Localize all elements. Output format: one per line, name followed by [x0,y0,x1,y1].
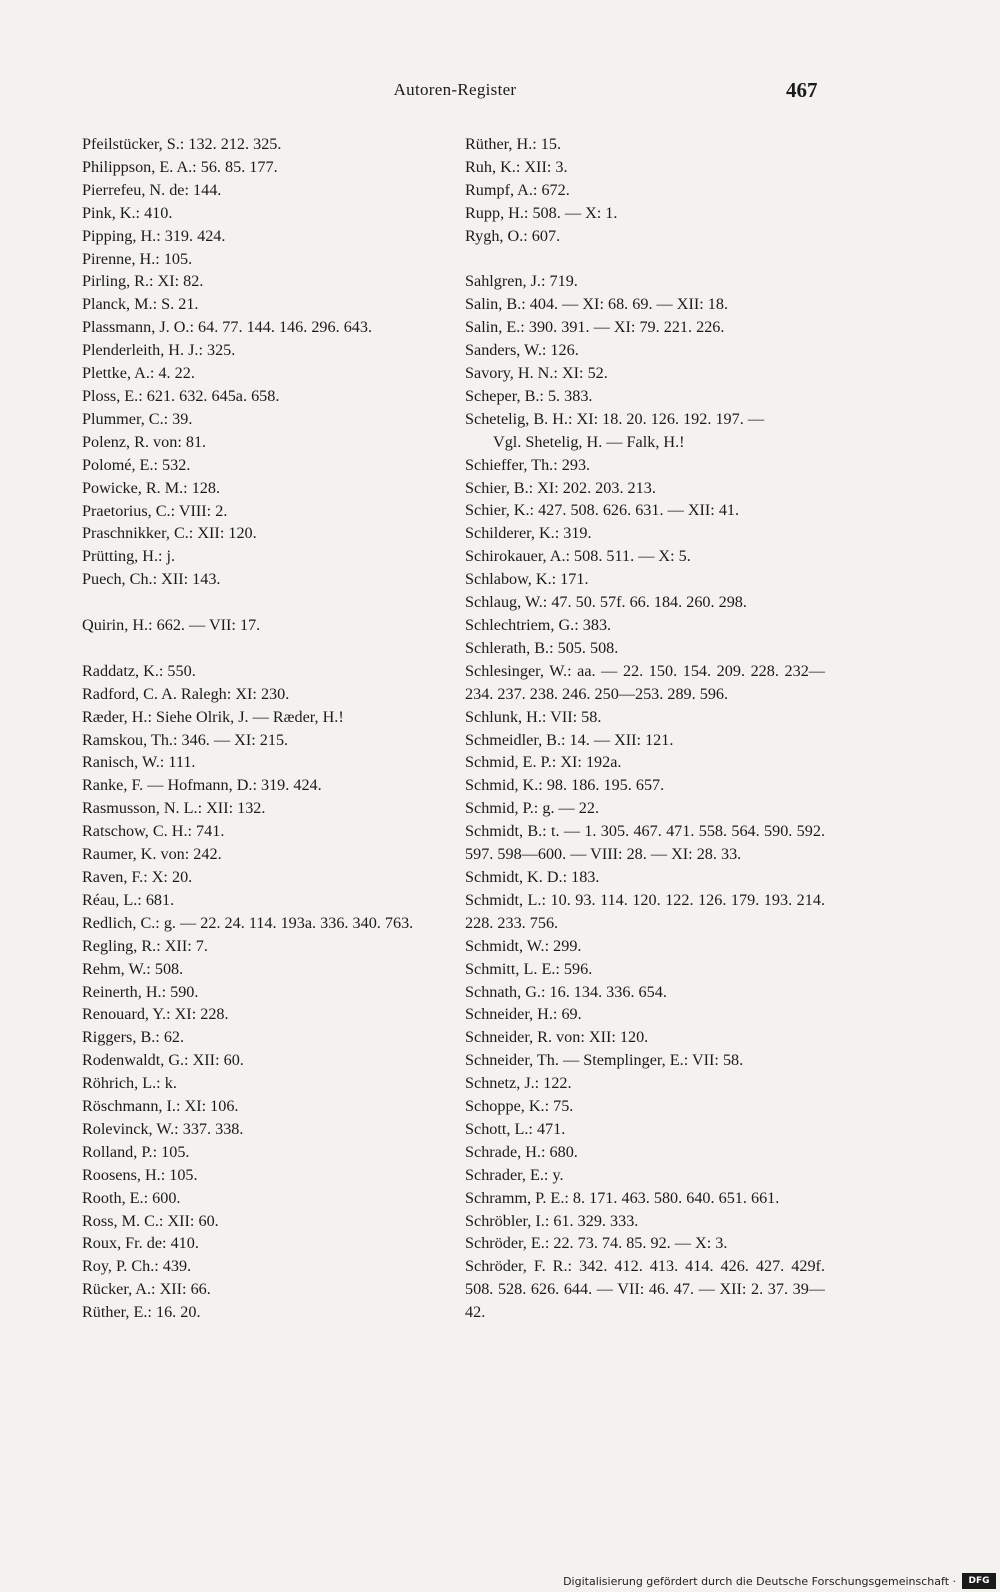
index-entry: Reinerth, H.: 590. [82,982,199,1001]
index-entry: Raumer, K. von: 242. [82,845,222,864]
index-entry: Schlerath, B.: 505. 508. [465,638,619,657]
index-entry: Roux, Fr. de: 410. [82,1234,199,1253]
index-entry: Rüther, H.: 15. [465,135,562,153]
index-entry: Schieffer, Th.: 293. [465,455,591,474]
index-entry: Ranke, F. — Hofmann, D.: 319. 424. [82,776,322,795]
index-entry: Réau, L.: 681. [82,890,175,909]
index-entry: Raven, F.: X: 20. [82,867,193,886]
index-entry: Rolevinck, W.: 337. 338. [82,1119,244,1138]
index-entry: Ratschow, C. H.: 741. [82,822,225,841]
index-entry: Rasmusson, N. L.: XII: 132. [82,799,266,818]
index-entry: Radford, C. A. Ralegh: XI: 230. [82,684,290,703]
index-entry: Ramskou, Th.: 346. — XI: 215. [82,730,289,749]
index-entry: Schmeidler, B.: 14. — XII: 121. [465,730,674,749]
index-entry: Renouard, Y.: XI: 228. [82,1005,229,1024]
index-entry: Rygh, O.: 607. [465,226,561,245]
index-entry: Rücker, A.: XII: 66. [82,1280,211,1299]
index-entry: Rumpf, A.: 672. [465,180,570,199]
index-entry: Schmid, P.: g. — 22. [465,799,600,818]
page-number: 467 [786,78,818,102]
index-entry: Schier, K.: 427. 508. 626. 631. — XII: 41. [465,501,740,520]
index-entry: Rehm, W.: 508. [82,959,184,978]
index-entry: Plassmann, J. O.: 64. 77. 144. 146. 296. 643. [82,318,373,337]
index-entry: Schnath, G.: 16. 134. 336. 654. [465,982,667,1001]
index-entry: Powicke, R. M.: 128. [82,478,221,497]
index-entry: Schmidt, K. D.: 183. [465,867,600,886]
index-entry: Schlaug, W.: 47. 50. 57f. 66. 184. 260. 298. [465,593,747,612]
index-entry: Röhrich, L.: k. [82,1074,177,1093]
index-entry: Schramm, P. E.: 8. 171. 463. 580. 640. 651. 661. [465,1188,780,1207]
index-entry: Riggers, B.: 62. [82,1028,185,1047]
index-entry: Schrader, E.: y. [465,1165,564,1184]
index-entry: Rolland, P.: 105. [82,1142,190,1161]
index-entry: Raddatz, K.: 550. [82,661,196,680]
index-entry: Schmidt, B.: t. — 1. 305. 467. 471. 558. 564. 590. 592. 597. 598—600. — VIII: 28. — XI: 28. 33. [465,822,825,864]
index-entry: Schneider, R. von: XII: 120. [465,1028,649,1047]
index-entry: Schrade, H.: 680. [465,1142,578,1161]
page-title: Autoren-Register [393,80,517,99]
index-entry: Pipping, H.: 319. 424. [82,226,226,245]
index-entry: Sahlgren, J.: 719. [465,272,578,291]
digitization-footer [563,1570,1000,1592]
index-entry: Schott, L.: 471. [465,1119,566,1138]
index-entry: Ranisch, W.: 111. [82,753,196,772]
index-entry: Ræder, H.: Siehe Olrik, J. — Ræder, H.! [82,707,344,726]
index-entry: Pink, K.: 410. [82,203,173,222]
index-entry: Schlechtriem, G.: 383. [465,616,612,635]
index-entry: Praetorius, C.: VIII: 2. [82,501,228,520]
index-entry: Polomé, E.: 532. [82,455,191,474]
index-entry: Roy, P. Ch.: 439. [82,1257,192,1276]
index-entry: Schlunk, H.: VII: 58. [465,707,602,726]
index-entry: Savory, H. N.: XI: 52. [465,364,608,383]
left-column [82,133,440,1324]
index-entry: Regling, R.: XII: 7. [82,936,208,955]
index-entry: Rüther, E.: 16. 20. [82,1303,201,1322]
index-entry: Scheper, B.: 5. 383. [465,386,593,405]
index-entry: Schoppe, K.: 75. [465,1097,574,1116]
index-entry: Schilderer, K.: 319. [465,524,592,543]
index-entry: Röschmann, I.: XI: 106. [82,1097,239,1116]
index-entry: Plummer, C.: 39. [82,409,193,428]
dfg-logo: DFG [962,1573,996,1589]
index-entry: Rooth, E.: 600. [82,1188,181,1207]
index-entry: Rupp, H.: 508. — X: 1. [465,203,618,222]
index-entry: Schmidt, W.: 299. [465,936,582,955]
section-gap [82,637,440,660]
index-entry: Pirenne, H.: 105. [82,249,193,268]
index-entry: Ross, M. C.: XII: 60. [82,1211,219,1230]
index-entry: Schmitt, L. E.: 596. [465,959,593,978]
index-entry: Rodenwaldt, G.: XII: 60. [82,1051,244,1070]
index-entry: Plenderleith, H. J.: 325. [82,341,236,360]
index-entry: Pfeilstücker, S.: 132. 212. 325. [82,135,282,153]
index-entry: Roosens, H.: 105. [82,1165,198,1184]
index-entry: Schröbler, I.: 61. 329. 333. [465,1211,639,1230]
index-entry: Plettke, A.: 4. 22. [82,364,195,383]
index-entry: Schröder, E.: 22. 73. 74. 85. 92. — X: 3. [465,1234,728,1253]
index-entry: Schneider, H.: 69. [465,1005,582,1024]
index-entry: Puech, Ch.: XII: 143. [82,570,221,589]
section-gap [82,591,440,614]
index-entry: Sanders, W.: 126. [465,341,579,360]
index-entry: Salin, B.: 404. — XI: 68. 69. — XII: 18. [465,295,729,314]
index-entry: Pierrefeu, N. de: 144. [82,180,222,199]
index-entry: Schmidt, L.: 10. 93. 114. 120. 122. 126. 179. 193. 214. 228. 233. 756. [465,890,825,932]
footer-text: Digitalisierung gefördert durch die Deutsche Forschungsgemeinschaft · [563,1574,956,1588]
index-entry: Ploss, E.: 621. 632. 645a. 658. [82,386,280,405]
index-entry: Ruh, K.: XII: 3. [465,157,568,176]
index-entry: Schnetz, J.: 122. [465,1074,572,1093]
index-entry: Schneider, Th. — Stemplinger, E.: VII: 58. [465,1051,744,1070]
index-entry: Schier, B.: XI: 202. 203. 213. [465,478,656,497]
index-entry: Schlabow, K.: 171. [465,570,589,589]
index-entry: Praschnikker, C.: XII: 120. [82,524,257,543]
section-gap [465,248,825,271]
index-entry: Planck, M.: S. 21. [82,295,199,314]
index-entry: Prütting, H.: j. [82,547,176,566]
index-entry: Philippson, E. A.: 56. 85. 177. [82,157,278,176]
index-entry: Polenz, R. von: 81. [82,432,207,451]
index-entry: Pirling, R.: XI: 82. [82,272,204,291]
index-entry: Schröder, F. R.: 342. 412. 413. 414. 426. 427. 429f. 508. 528. 626. 644. — VII: 46. 47. — XII: 2. 37. 39—42. [465,1257,825,1322]
index-entry: Schlesinger, W.: aa. — 22. 150. 154. 209. 228. 232—234. 237. 238. 246. 250—253. 289. 596. [465,661,825,703]
index-entry: Schmid, K.: 98. 186. 195. 657. [465,776,665,795]
index-entry: Salin, E.: 390. 391. — XI: 79. 221. 226. [465,318,725,337]
index-entry: Quirin, H.: 662. — VII: 17. [82,616,261,635]
index-entry: Redlich, C.: g. — 22. 24. 114. 193a. 336. 340. 763. [82,913,414,932]
index-entry: Schmid, E. P.: XI: 192a. [465,753,622,772]
index-entry-continuation: Vgl. Shetelig, H. — Falk, H.! [493,432,685,451]
index-entry: Schetelig, B. H.: XI: 18. 20. 126. 192. 197. — [465,409,765,428]
right-column [465,133,825,1324]
index-entry: Schirokauer, A.: 508. 511. — X: 5. [465,547,691,566]
